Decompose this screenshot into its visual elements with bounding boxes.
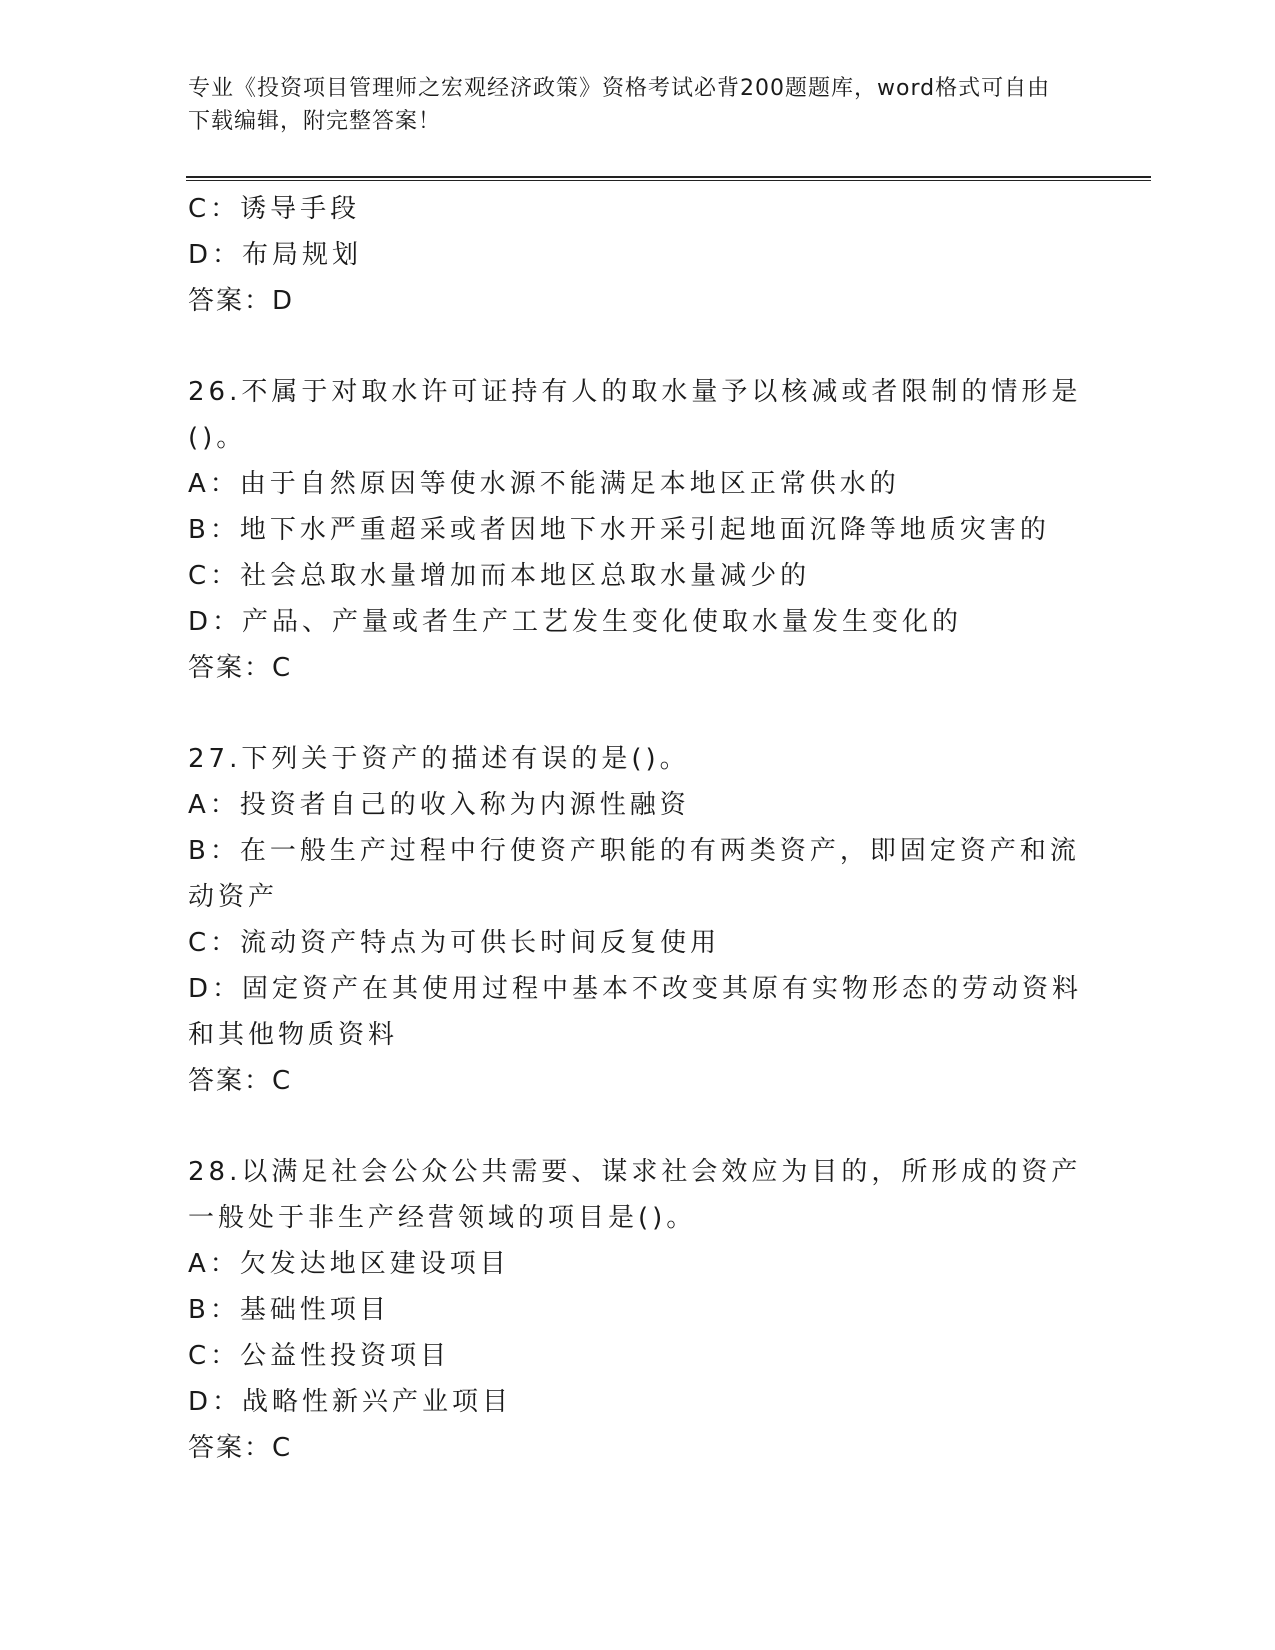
spacer xyxy=(188,1104,1088,1149)
option-c: C：公益性投资项目 xyxy=(188,1341,451,1371)
option-b: B：在一般生产过程中行使资产职能的有两类资产，即固定资产和流动资产 xyxy=(188,836,1080,912)
question-content xyxy=(188,186,1088,1471)
option-b: B：基础性项目 xyxy=(188,1295,390,1325)
answer-line: 答案：C xyxy=(188,1433,293,1463)
option-d: D：战略性新兴产业项目 xyxy=(188,1387,513,1417)
answer-line: 答案：D xyxy=(188,286,295,316)
option-d: D：固定资产在其使用过程中基本不改变其原有实物形态的劳动资料和其他物质资料 xyxy=(188,974,1083,1050)
header-divider xyxy=(186,176,1151,181)
question-stem: 28.以满足社会公众公共需要、谋求社会效应为目的，所形成的资产一般处于非生产经营领域的项目是()。 xyxy=(188,1157,1082,1233)
option-a: A：投资者自己的收入称为内源性融资 xyxy=(188,790,690,820)
question-stem: 26.不属于对取水许可证持有人的取水量予以核减或者限制的情形是()。 xyxy=(188,377,1082,453)
option-b: B：地下水严重超采或者因地下水开采引起地面沉降等地质灾害的 xyxy=(188,515,1050,545)
option-a: A：欠发达地区建设项目 xyxy=(188,1249,510,1279)
option-c: C：诱导手段 xyxy=(188,194,361,224)
option-c: C：流动资产特点为可供长时间反复使用 xyxy=(188,928,721,958)
spacer xyxy=(188,324,1088,369)
answer-line: 答案：C xyxy=(188,653,293,683)
spacer xyxy=(188,691,1088,736)
answer-line: 答案：C xyxy=(188,1066,293,1096)
prev-question-block xyxy=(188,186,1088,324)
page-header-title: 专业《投资项目管理师之宏观经济政策》资格考试必背200题题库，word格式可自由下载编辑，附完整答案！ xyxy=(188,76,1051,134)
question-stem: 27.下列关于资产的描述有误的是()。 xyxy=(188,744,690,774)
option-c: C：社会总取水量增加而本地区总取水量减少的 xyxy=(188,561,811,591)
option-d: D：产品、产量或者生产工艺发生变化使取水量发生变化的 xyxy=(188,607,963,637)
question-28 xyxy=(188,1149,1088,1471)
option-d: D：布局规划 xyxy=(188,240,363,270)
option-a: A：由于自然原因等使水源不能满足本地区正常供水的 xyxy=(188,469,900,499)
question-27 xyxy=(188,736,1088,1104)
question-26 xyxy=(188,369,1088,691)
